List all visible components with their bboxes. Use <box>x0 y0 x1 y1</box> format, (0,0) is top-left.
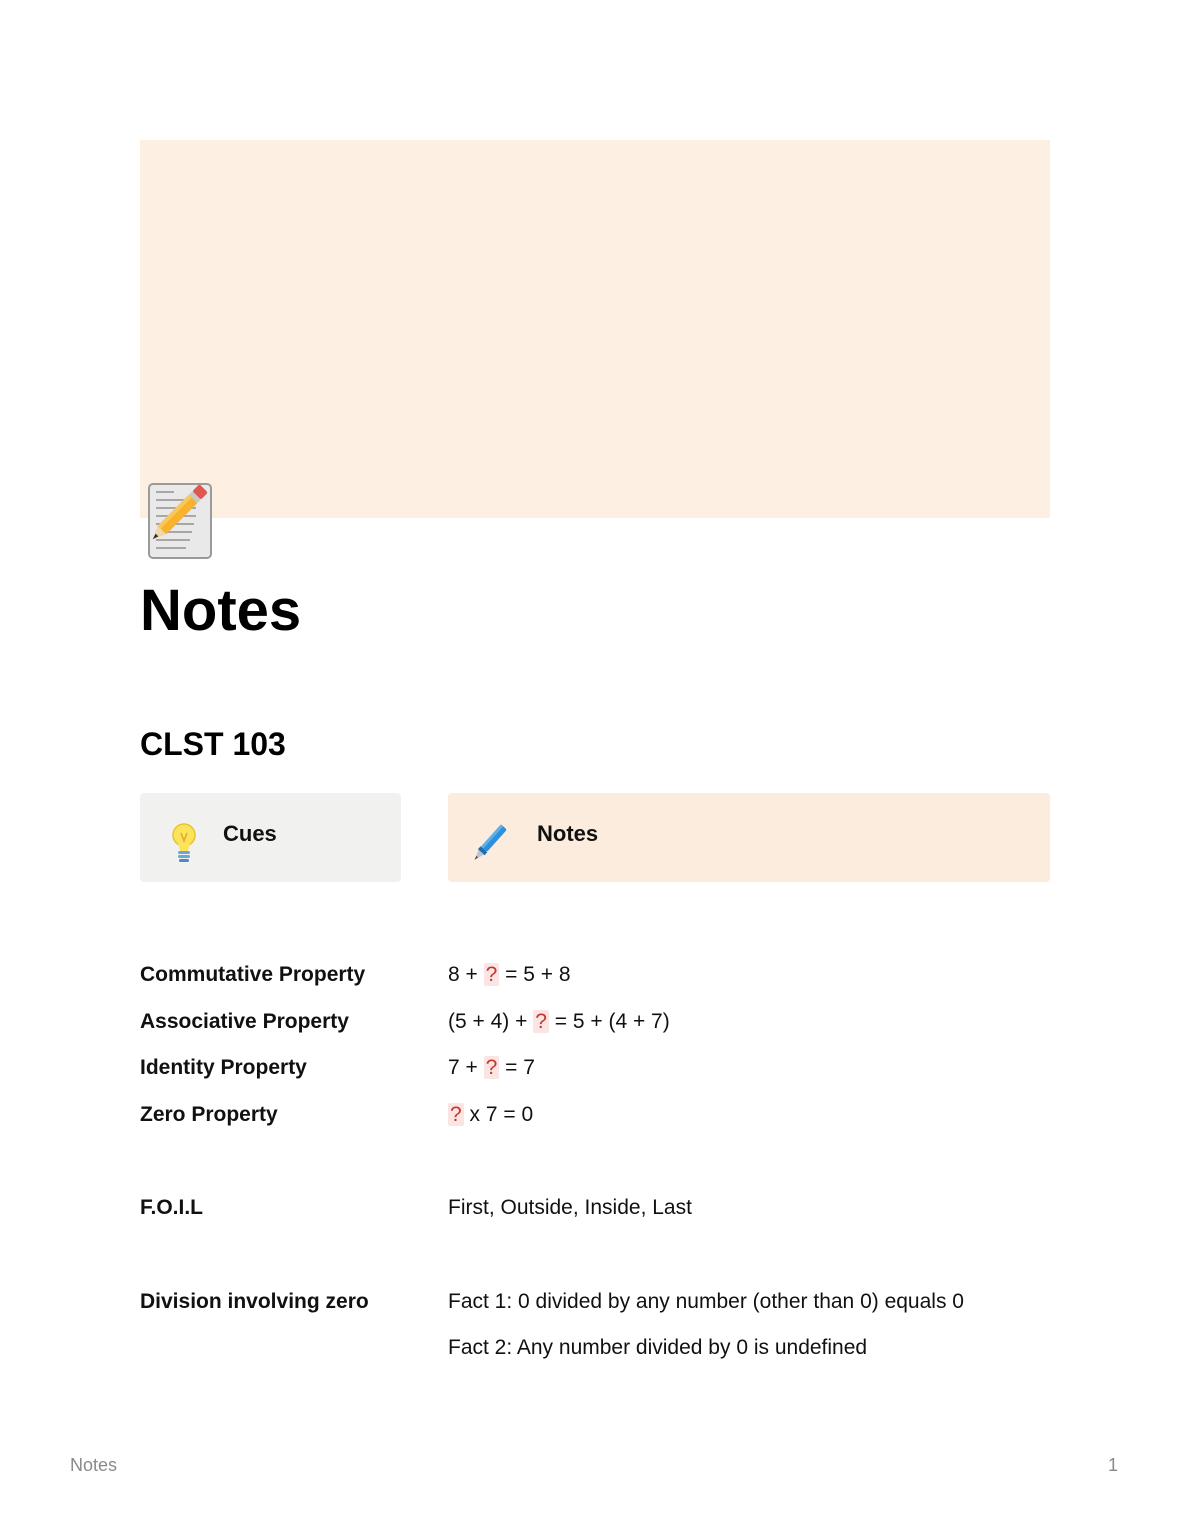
note-foil: First, Outside, Inside, Last <box>448 1196 692 1219</box>
notes-callout <box>448 793 1050 882</box>
cue-associative: Associative Property <box>140 1010 349 1033</box>
page-title: Notes <box>140 578 302 643</box>
cue-foil: F.O.I.L <box>140 1196 203 1219</box>
note-commutative <box>448 962 571 988</box>
blank-placeholder: ? <box>485 963 498 986</box>
section-heading: CLST 103 <box>140 726 286 762</box>
pen-icon <box>472 821 514 865</box>
blank-placeholder: ? <box>535 1010 547 1033</box>
note-division-fact-2: Fact 2: Any number divided by 0 is undefined <box>448 1336 868 1359</box>
blank-placeholder: ? <box>485 1056 498 1079</box>
note-text: 8 + <box>448 963 484 986</box>
cue-zero: Zero Property <box>140 1103 278 1126</box>
note-text: (5 + 4) + <box>448 1010 534 1033</box>
page-number: 1 <box>1108 1455 1119 1475</box>
notes-label: Notes <box>537 821 599 846</box>
note-zero <box>448 1102 533 1128</box>
footer-title: Notes <box>70 1455 118 1475</box>
note-text: = 7 <box>499 1056 535 1079</box>
note-text: 7 + <box>448 1056 484 1079</box>
cues-label: Cues <box>223 821 277 846</box>
cue-identity: Identity Property <box>140 1056 307 1079</box>
note-text: x 7 = 0 <box>463 1103 534 1126</box>
memo-pencil-icon <box>146 480 232 562</box>
cover-banner <box>140 140 1050 518</box>
cues-callout <box>140 793 401 882</box>
note-identity <box>448 1055 535 1081</box>
note-division-fact-1: Fact 1: 0 divided by any number (other than 0) equals 0 <box>448 1290 964 1313</box>
blank-placeholder: ? <box>450 1103 462 1126</box>
cue-commutative: Commutative Property <box>140 963 366 986</box>
note-text: = 5 + 8 <box>499 963 571 986</box>
cue-division: Division involving zero <box>140 1290 369 1313</box>
note-text: = 5 + (4 + 7) <box>548 1010 670 1033</box>
note-associative <box>448 1009 670 1035</box>
light-bulb-icon <box>164 821 206 865</box>
